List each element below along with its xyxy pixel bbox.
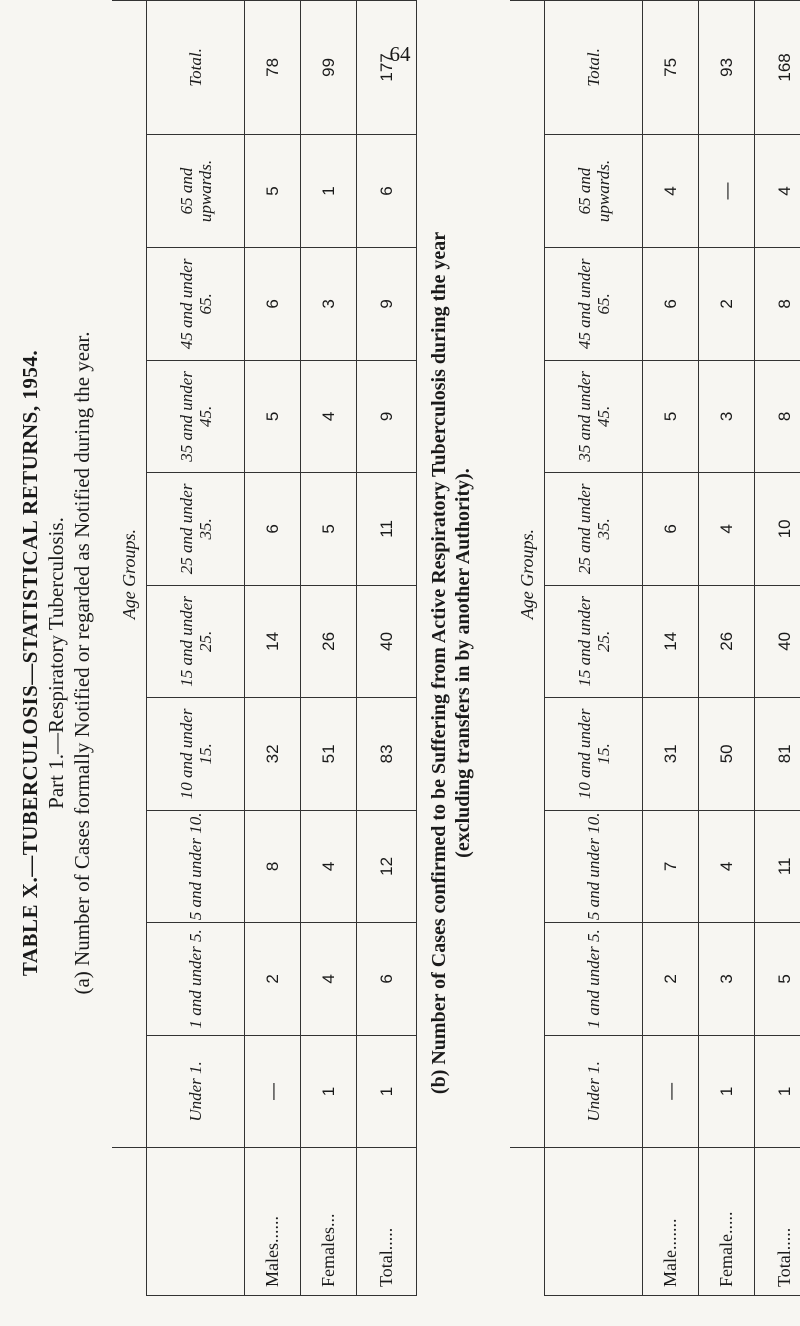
table-row [755, 1, 800, 1296]
cell: 1 [301, 1035, 357, 1148]
cell: 2 [245, 923, 301, 1036]
cell: 31 [643, 698, 699, 811]
row-label-header [545, 1148, 643, 1296]
section-b-heading: (b) Number of Cases confirmed to be Suffering from Active Respiratory Tuberculosis during the year [428, 231, 450, 1095]
cell: 2 [699, 248, 755, 361]
cell: 6 [357, 134, 417, 247]
section-b-subheading: (excluding transfers in by another Authority). [452, 468, 474, 858]
row-label-header [147, 1148, 245, 1296]
row-label: Total..... [357, 1148, 417, 1296]
notified-cases-table [112, 0, 417, 1296]
table-row [699, 1, 755, 1296]
col-header: 15 and under 25. [147, 585, 245, 698]
cell: 5 [643, 360, 699, 473]
cell: 78 [245, 1, 301, 135]
col-header: Under 1. [147, 1035, 245, 1148]
cell: 7 [643, 810, 699, 923]
cell: 99 [301, 1, 357, 135]
cell: 50 [699, 698, 755, 811]
cell: 6 [357, 923, 417, 1036]
cell: 3 [301, 248, 357, 361]
cell: 168 [755, 1, 800, 135]
col-header: 65 and upwards. [545, 134, 643, 247]
col-header: 65 and upwards. [147, 134, 245, 247]
cell: 5 [301, 473, 357, 586]
cell: — [245, 1035, 301, 1148]
cell: 83 [357, 698, 417, 811]
cell: 9 [357, 248, 417, 361]
cell: — [699, 134, 755, 247]
age-groups-header: Age Groups. [112, 1, 147, 1148]
cell: 32 [245, 698, 301, 811]
blank-header [510, 1148, 545, 1296]
col-header: 1 and under 5. [545, 923, 643, 1036]
section-a-heading: (a) Number of Cases formally Notified or regarded as Notified during the year. [70, 331, 94, 995]
table-row [357, 1, 417, 1296]
row-label: Males...... [245, 1148, 301, 1296]
age-groups-header: Age Groups. [510, 1, 545, 1148]
cell: 12 [357, 810, 417, 923]
cell: 4 [301, 810, 357, 923]
cell: 8 [755, 360, 800, 473]
col-header: 10 and under 15. [147, 698, 245, 811]
cell: 6 [245, 473, 301, 586]
col-header: 35 and under 45. [147, 360, 245, 473]
part-title: Part 1.—Respiratory Tuberculosis. [44, 517, 68, 809]
cell: 5 [755, 923, 800, 1036]
col-header: 25 and under 35. [147, 473, 245, 586]
col-header: 1 and under 5. [147, 923, 245, 1036]
cell: 8 [755, 248, 800, 361]
col-header: 10 and under 15. [545, 698, 643, 811]
row-label: Female..... [699, 1148, 755, 1296]
cell: 26 [301, 585, 357, 698]
row-label: Male....... [643, 1148, 699, 1296]
col-header: Total. [147, 1, 245, 135]
cell: 51 [301, 698, 357, 811]
cell: 1 [357, 1035, 417, 1148]
cell: — [643, 1035, 699, 1148]
cell: 4 [755, 134, 800, 247]
cell: 6 [643, 473, 699, 586]
page-number: 64 [389, 42, 411, 66]
cell: 6 [245, 248, 301, 361]
cell: 11 [755, 810, 800, 923]
table-row [301, 1, 357, 1296]
cell: 40 [357, 585, 417, 698]
col-header: 15 and under 25. [545, 585, 643, 698]
col-header: 35 and under 45. [545, 360, 643, 473]
cell: 2 [643, 923, 699, 1036]
cell: 3 [699, 923, 755, 1036]
cell: 10 [755, 473, 800, 586]
cell: 8 [245, 810, 301, 923]
cell: 11 [357, 473, 417, 586]
table-row [643, 1, 699, 1296]
cell: 75 [643, 1, 699, 135]
cell: 5 [245, 134, 301, 247]
cell: 177 [357, 1, 417, 135]
col-header: 5 and under 10. [147, 810, 245, 923]
row-label: Females... [301, 1148, 357, 1296]
cell: 40 [755, 585, 800, 698]
cell: 9 [357, 360, 417, 473]
cell: 6 [643, 248, 699, 361]
table-title: TABLE X.—TUBERCULOSIS—STATISTICAL RETURNS, 1954. [18, 349, 42, 977]
col-header: 45 and under 65. [545, 248, 643, 361]
confirmed-cases-table [510, 0, 800, 1296]
cell: 4 [301, 923, 357, 1036]
cell: 1 [301, 134, 357, 247]
cell: 5 [245, 360, 301, 473]
col-header: Total. [545, 1, 643, 135]
cell: 93 [699, 1, 755, 135]
cell: 14 [245, 585, 301, 698]
cell: 81 [755, 698, 800, 811]
col-header: 25 and under 35. [545, 473, 643, 586]
cell: 4 [301, 360, 357, 473]
cell: 4 [643, 134, 699, 247]
cell: 4 [699, 810, 755, 923]
col-header: Under 1. [545, 1035, 643, 1148]
cell: 14 [643, 585, 699, 698]
cell: 3 [699, 360, 755, 473]
cell: 4 [699, 473, 755, 586]
cell: 1 [699, 1035, 755, 1148]
row-label: Total..... [755, 1148, 800, 1296]
table-row [245, 1, 301, 1296]
blank-header [112, 1148, 147, 1296]
cell: 1 [755, 1035, 800, 1148]
cell: 26 [699, 585, 755, 698]
col-header: 45 and under 65. [147, 248, 245, 361]
col-header: 5 and under 10. [545, 810, 643, 923]
